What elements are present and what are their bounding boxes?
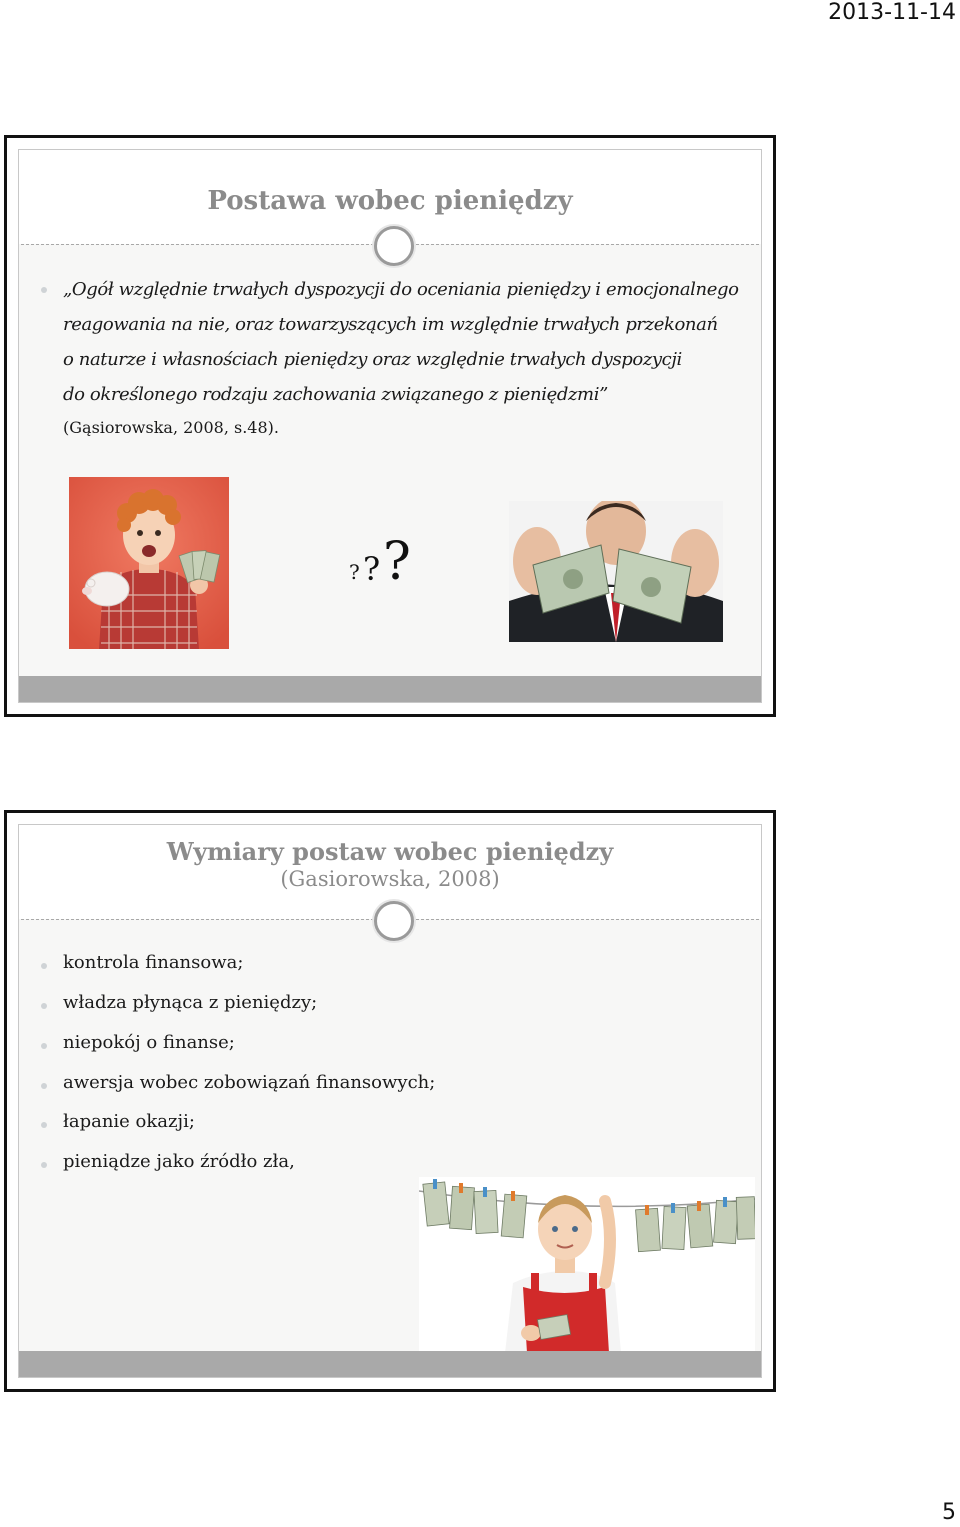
list-item-4: awersja wobec zobowiązań finansowych;: [63, 1072, 436, 1093]
list-bullet: [41, 1162, 47, 1168]
quote-line-2: reagowania na nie, oraz towarzyszących im względnie trwałych przekonań: [63, 314, 718, 335]
slide-2-divider-circle: [374, 901, 414, 941]
list-item-6: pieniądze jako źródło zła,: [63, 1151, 295, 1172]
boy-with-piggy-bank-photo: [69, 477, 229, 649]
slide-1-divider-circle: [374, 226, 414, 266]
slide-1-footer-bar: [19, 676, 761, 702]
list-item-1: kontrola finansowa;: [63, 952, 244, 973]
list-bullet: [41, 963, 47, 969]
quote-line-4: do określonego rodzaju zachowania związanego z pieniędzmi”: [63, 384, 608, 405]
slide-2-content: [18, 824, 762, 1378]
list-item-3: niepokój o finanse;: [63, 1032, 235, 1053]
list-item-5: łapanie okazji;: [63, 1111, 195, 1132]
question-mark-medium: ?: [363, 550, 381, 588]
question-mark-large: ?: [383, 532, 411, 592]
man-tearing-money-photo: [509, 501, 723, 642]
page-number: 5: [942, 1500, 956, 1525]
list-bullet: [41, 1083, 47, 1089]
slide-1-title: Postawa wobec pieniędzy: [207, 186, 573, 216]
slide-1-content: [18, 149, 762, 703]
slide-2-subtitle: (Gasiorowska, 2008): [280, 867, 500, 891]
page-date: 2013-11-14: [828, 0, 956, 25]
slide-1: [4, 135, 776, 717]
child-money-clothesline-illustration: [419, 1177, 755, 1353]
slide-2: [4, 810, 776, 1392]
quote-citation: (Gąsiorowska, 2008, s.48).: [63, 418, 279, 437]
list-bullet: [41, 1122, 47, 1128]
slide-2-title: Wymiary postaw wobec pieniędzy: [166, 837, 614, 866]
man-tearing-money-illustration: [509, 501, 723, 642]
question-mark-small: ?: [349, 560, 360, 584]
boy-with-piggy-bank-illustration: [69, 477, 229, 649]
list-item-2: władza płynąca z pieniędzy;: [63, 992, 318, 1013]
child-money-clothesline-photo: [419, 1177, 755, 1353]
quote-bullet: [41, 287, 47, 293]
list-bullet: [41, 1043, 47, 1049]
slide-2-footer-bar: [19, 1351, 761, 1377]
quote-line-1: „Ogół względnie trwałych dyspozycji do oceniania pieniędzy i emocjonalnego: [63, 279, 739, 300]
list-bullet: [41, 1003, 47, 1009]
quote-line-3: o naturze i własnościach pieniędzy oraz względnie trwałych dyspozycji: [63, 349, 682, 370]
